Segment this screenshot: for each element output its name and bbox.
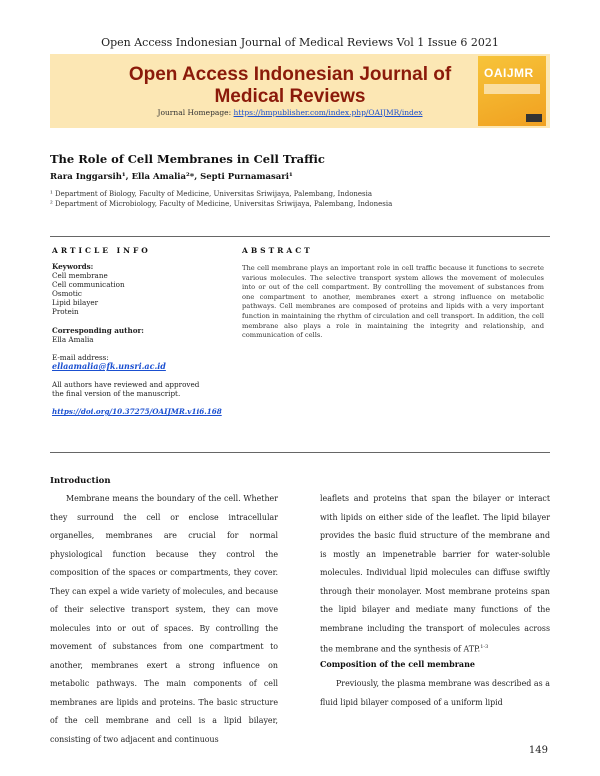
affiliation-2: ² Department of Microbiology, Faculty of Medicine, Universitas Sriwijaya, Palembang, Indonesia <box>50 200 393 208</box>
paper-title: The Role of Cell Membranes in Cell Traffic <box>50 152 325 166</box>
keywords-label: Keywords: <box>52 262 94 271</box>
journal-logo <box>478 56 546 126</box>
divider <box>50 236 550 237</box>
logo-text: OAIJMR <box>484 66 534 80</box>
divider <box>50 452 550 453</box>
keyword: Cell membrane <box>52 271 108 280</box>
page-number: 149 <box>528 745 548 756</box>
intro-text: leaflets and proteins that span the bilayer or interact with lipids on either side of the leaflet. The lipid bilayer provides the basic fluid structure of the membrane and is mostly an impenetrable barrier for water-soluble molecules. Individual lipid molecules can diffuse swiftly through their monolayer. Most membrane proteins span the lipid bilayer and mediate many functions of the membrane including the transport of molecules across the membrane and the synthesis of ATP. <box>320 494 550 654</box>
email-label: E-mail address: <box>52 353 109 362</box>
article-info-heading: ARTICLE INFO <box>52 246 151 255</box>
keyword: Osmotic <box>52 289 82 298</box>
composition-text: Previously, the plasma membrane was described as a fluid lipid bilayer composed of a uniform lipid <box>320 679 550 707</box>
intro-text: Membrane means the boundary of the cell. Whether they surround the cell or enclose intracellular organelles, membranes are crucial for normal physiological function because they control the composition of the spaces or compartments, they cover. They can expel a wide variety of molecules, and because of their selective transport system, they can move molecules into or out of spaces. By controlling the movement of substances from one compartment to another, membranes exert a strong influence on metabolic pathways. The main components of cell membranes are lipids and proteins. The basic structure of the cell membrane and cell is a lipid bilayer, consisting of two adjacent and continuous <box>50 494 278 744</box>
composition-heading: Composition of the cell membrane <box>320 659 476 669</box>
affiliation-1: ¹ Department of Biology, Faculty of Medicine, Universitas Sriwijaya, Palembang, Indonesia <box>50 190 373 198</box>
journal-title: Open Access Indonesian Journal of Medical Reviews <box>128 64 452 107</box>
article-info-panel <box>52 262 232 416</box>
doi-link[interactable]: https://doi.org/10.37275/OAIJMR.v1i6.168 <box>52 407 222 416</box>
intro-heading: Introduction <box>50 476 111 486</box>
homepage-link[interactable]: https://hmpublisher.com/index.php/OAIJMR/index <box>233 108 423 117</box>
abstract-text: The cell membrane plays an important role in cell traffic because it functions to secrete various molecules. The selective transport system allows the movement of molecules into or out of the cell compartment. By controlling the movement of substances from one compartment to another, membranes exert a strong influence on metabolic pathways. Cell membranes are composed of proteins and lipids with a very important function in maintaining the rhythm of circulation and cell transport. In addition, the cell membrane also plays a role in maintaining the integrity and relationship, and communication of cells. <box>242 264 544 340</box>
intro-paragraph-right <box>320 490 550 659</box>
keyword: Protein <box>52 307 79 316</box>
citation: 1-3 <box>480 644 489 650</box>
corresponding-label: Corresponding author: <box>52 326 144 335</box>
author-list: Rara Inggarsih¹, Ella Amalia²*, Septi Purnamasari¹ <box>50 172 293 182</box>
review-note: All authors have reviewed and approved <box>52 380 200 389</box>
intro-paragraph-left <box>50 490 278 749</box>
review-note: the final version of the manuscript. <box>52 389 181 398</box>
keyword: Lipid bilayer <box>52 298 99 307</box>
composition-paragraph <box>320 675 550 712</box>
keyword: Cell communication <box>52 280 125 289</box>
journal-homepage <box>120 108 460 117</box>
abstract-heading: ABSTRACT <box>242 246 313 255</box>
logo-stamp <box>526 114 542 122</box>
logo-stripe <box>484 84 540 94</box>
corresponding-name: Ella Amalia <box>52 335 94 344</box>
running-head: Open Access Indonesian Journal of Medical Reviews Vol 1 Issue 6 2021 <box>101 36 499 49</box>
email-link[interactable]: ellaamalia@fk.unsri.ac.id <box>52 361 166 371</box>
homepage-label: Journal Homepage: <box>157 108 232 117</box>
